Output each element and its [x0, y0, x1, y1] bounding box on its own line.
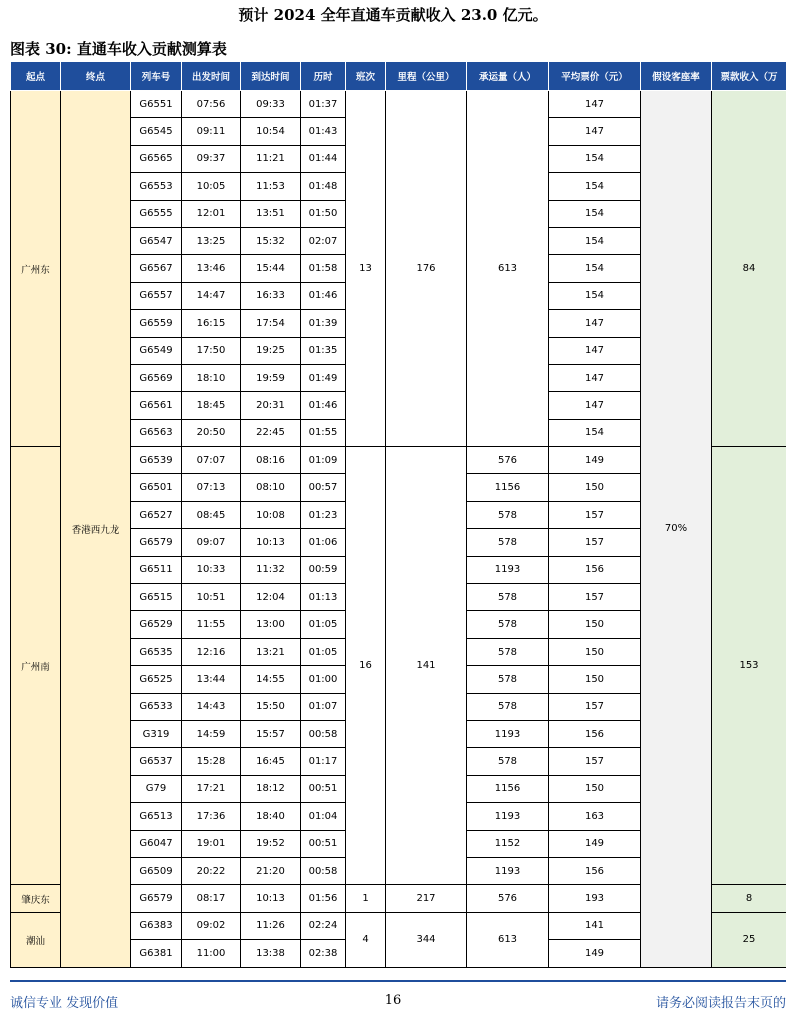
arrival-cell: 10:13 — [241, 885, 301, 912]
duration-cell: 01:05 — [301, 638, 346, 665]
train-number-cell: G6515 — [131, 584, 182, 611]
arrival-cell: 22:45 — [241, 419, 301, 446]
departure-cell: 09:11 — [182, 118, 241, 145]
duration-cell: 00:58 — [301, 857, 346, 884]
departure-cell: 11:00 — [182, 940, 241, 967]
origin-cell: 广州南 — [11, 447, 61, 885]
header-arrival: 到达时间 — [241, 62, 301, 91]
train-number-cell: G6545 — [131, 118, 182, 145]
arrival-cell: 11:53 — [241, 173, 301, 200]
volume-cell: 578 — [467, 693, 549, 720]
train-number-cell: G6557 — [131, 282, 182, 309]
train-number-cell: G6533 — [131, 693, 182, 720]
duration-cell: 02:24 — [301, 912, 346, 939]
distance-cell: 141 — [386, 447, 467, 885]
train-number-cell: G79 — [131, 775, 182, 802]
duration-cell: 01:56 — [301, 885, 346, 912]
duration-cell: 01:23 — [301, 501, 346, 528]
fare-cell: 150 — [549, 775, 641, 802]
departure-cell: 20:22 — [182, 857, 241, 884]
footer-disclaimer: 请务必阅读报告末页的 — [655, 996, 786, 1011]
departure-cell: 08:17 — [182, 885, 241, 912]
departure-cell: 18:10 — [182, 364, 241, 391]
arrival-cell: 11:21 — [241, 145, 301, 172]
fare-cell: 157 — [549, 584, 641, 611]
volume-cell: 1156 — [467, 474, 549, 501]
departure-cell: 09:07 — [182, 529, 241, 556]
arrival-cell: 15:32 — [241, 227, 301, 254]
departure-cell: 15:28 — [182, 748, 241, 775]
duration-cell: 01:49 — [301, 364, 346, 391]
volume-cell: 576 — [467, 447, 549, 474]
train-number-cell: G6511 — [131, 556, 182, 583]
table-body — [11, 91, 786, 968]
revenue-table — [10, 61, 786, 968]
trips-cell: 1 — [346, 885, 386, 912]
duration-cell: 00:57 — [301, 474, 346, 501]
duration-cell: 01:46 — [301, 392, 346, 419]
departure-cell: 19:01 — [182, 830, 241, 857]
arrival-cell: 16:33 — [241, 282, 301, 309]
duration-cell: 01:06 — [301, 529, 346, 556]
arrival-cell: 21:20 — [241, 857, 301, 884]
fare-cell: 150 — [549, 611, 641, 638]
fare-cell: 147 — [549, 91, 641, 118]
fare-cell: 149 — [549, 830, 641, 857]
duration-cell: 00:58 — [301, 720, 346, 747]
arrival-cell: 19:59 — [241, 364, 301, 391]
train-number-cell: G6549 — [131, 337, 182, 364]
fare-cell: 141 — [549, 912, 641, 939]
duration-cell: 02:38 — [301, 940, 346, 967]
departure-cell: 18:45 — [182, 392, 241, 419]
train-number-cell: G6547 — [131, 227, 182, 254]
departure-cell: 17:50 — [182, 337, 241, 364]
fare-cell: 156 — [549, 857, 641, 884]
fare-cell: 150 — [549, 666, 641, 693]
duration-cell: 01:55 — [301, 419, 346, 446]
departure-cell: 11:55 — [182, 611, 241, 638]
fare-cell: 150 — [549, 638, 641, 665]
train-number-cell: G6537 — [131, 748, 182, 775]
arrival-cell: 13:21 — [241, 638, 301, 665]
header-trips: 班次 — [346, 62, 386, 91]
footer-divider — [10, 980, 786, 982]
volume-cell: 1152 — [467, 830, 549, 857]
departure-cell: 13:44 — [182, 666, 241, 693]
fare-cell: 154 — [549, 173, 641, 200]
fare-cell: 150 — [549, 474, 641, 501]
distance-cell: 176 — [386, 91, 467, 447]
arrival-cell: 10:08 — [241, 501, 301, 528]
train-number-cell: G6561 — [131, 392, 182, 419]
header-distance: 里程（公里） — [386, 62, 467, 91]
train-number-cell: G6569 — [131, 364, 182, 391]
volume-cell: 578 — [467, 611, 549, 638]
fare-cell: 147 — [549, 364, 641, 391]
volume-cell: 613 — [467, 91, 549, 447]
arrival-cell: 08:16 — [241, 447, 301, 474]
arrival-cell: 18:12 — [241, 775, 301, 802]
fare-cell: 156 — [549, 720, 641, 747]
duration-cell: 01:04 — [301, 803, 346, 830]
departure-cell: 13:25 — [182, 227, 241, 254]
departure-cell: 07:56 — [182, 91, 241, 118]
fare-cell: 163 — [549, 803, 641, 830]
arrival-cell: 19:52 — [241, 830, 301, 857]
fare-cell: 157 — [549, 748, 641, 775]
train-number-cell: G6383 — [131, 912, 182, 939]
volume-cell: 1193 — [467, 556, 549, 583]
fare-cell: 154 — [549, 200, 641, 227]
origin-cell: 广州东 — [11, 91, 61, 447]
volume-cell: 578 — [467, 748, 549, 775]
train-number-cell: G6509 — [131, 857, 182, 884]
volume-cell: 578 — [467, 501, 549, 528]
fare-cell: 154 — [549, 419, 641, 446]
train-number-cell: G6539 — [131, 447, 182, 474]
train-number-cell: G6501 — [131, 474, 182, 501]
departure-cell: 20:50 — [182, 419, 241, 446]
fare-cell: 147 — [549, 337, 641, 364]
table-row — [11, 91, 786, 118]
arrival-cell: 10:13 — [241, 529, 301, 556]
arrival-cell: 20:31 — [241, 392, 301, 419]
departure-cell: 14:47 — [182, 282, 241, 309]
duration-cell: 02:07 — [301, 227, 346, 254]
arrival-cell: 13:00 — [241, 611, 301, 638]
duration-cell: 01:05 — [301, 611, 346, 638]
header-volume: 承运量（人） — [467, 62, 549, 91]
revenue-cell: 8 — [712, 885, 786, 912]
fare-cell: 147 — [549, 392, 641, 419]
volume-cell: 1193 — [467, 803, 549, 830]
volume-cell: 576 — [467, 885, 549, 912]
header-destination: 终点 — [61, 62, 131, 91]
table-header-row — [11, 62, 786, 91]
departure-cell: 07:07 — [182, 447, 241, 474]
distance-cell: 217 — [386, 885, 467, 912]
departure-cell: 10:51 — [182, 584, 241, 611]
departure-cell: 12:01 — [182, 200, 241, 227]
departure-cell: 13:46 — [182, 255, 241, 282]
header-departure: 出发时间 — [182, 62, 241, 91]
arrival-cell: 15:44 — [241, 255, 301, 282]
train-number-cell: G6563 — [131, 419, 182, 446]
fare-cell: 154 — [549, 255, 641, 282]
departure-cell: 08:45 — [182, 501, 241, 528]
arrival-cell: 12:04 — [241, 584, 301, 611]
departure-cell: 14:43 — [182, 693, 241, 720]
intro-text: 预计 2024 全年直通车贡献收入 23.0 亿元。 — [238, 6, 548, 24]
train-number-cell: G6529 — [131, 611, 182, 638]
arrival-cell: 16:45 — [241, 748, 301, 775]
header-revenue: 票款收入（万 — [712, 62, 786, 91]
departure-cell: 12:16 — [182, 638, 241, 665]
distance-cell: 344 — [386, 912, 467, 967]
header-train: 列车号 — [131, 62, 182, 91]
duration-cell: 01:46 — [301, 282, 346, 309]
arrival-cell: 13:51 — [241, 200, 301, 227]
train-number-cell: G6579 — [131, 529, 182, 556]
departure-cell: 14:59 — [182, 720, 241, 747]
train-number-cell: G6579 — [131, 885, 182, 912]
arrival-cell: 19:25 — [241, 337, 301, 364]
arrival-cell: 11:32 — [241, 556, 301, 583]
departure-cell: 16:15 — [182, 310, 241, 337]
header-fare: 平均票价（元） — [549, 62, 641, 91]
duration-cell: 01:35 — [301, 337, 346, 364]
departure-cell: 10:33 — [182, 556, 241, 583]
train-number-cell: G319 — [131, 720, 182, 747]
volume-cell: 1156 — [467, 775, 549, 802]
fare-cell: 154 — [549, 227, 641, 254]
duration-cell: 01:00 — [301, 666, 346, 693]
train-number-cell: G6553 — [131, 173, 182, 200]
footer-slogan: 诚信专业 发现价值 — [10, 996, 119, 1011]
train-number-cell: G6559 — [131, 310, 182, 337]
departure-cell: 10:05 — [182, 173, 241, 200]
train-number-cell: G6555 — [131, 200, 182, 227]
arrival-cell: 11:26 — [241, 912, 301, 939]
duration-cell: 01:13 — [301, 584, 346, 611]
duration-cell: 01:17 — [301, 748, 346, 775]
trips-cell: 4 — [346, 912, 386, 967]
revenue-cell: 25 — [712, 912, 786, 967]
arrival-cell: 18:40 — [241, 803, 301, 830]
fare-cell: 156 — [549, 556, 641, 583]
trips-cell: 16 — [346, 447, 386, 885]
destination-cell: 香港西九龙 — [61, 91, 131, 968]
volume-cell: 578 — [467, 638, 549, 665]
fare-cell: 193 — [549, 885, 641, 912]
fare-cell: 147 — [549, 118, 641, 145]
fare-cell: 149 — [549, 940, 641, 967]
figure-title: 图表 30: 直通车收入贡献测算表 — [10, 40, 227, 58]
fare-cell: 154 — [549, 282, 641, 309]
train-number-cell: G6565 — [131, 145, 182, 172]
departure-cell: 09:37 — [182, 145, 241, 172]
arrival-cell: 14:55 — [241, 666, 301, 693]
fare-cell: 157 — [549, 693, 641, 720]
duration-cell: 01:43 — [301, 118, 346, 145]
revenue-cell: 153 — [712, 447, 786, 885]
duration-cell: 01:07 — [301, 693, 346, 720]
volume-cell: 578 — [467, 584, 549, 611]
duration-cell: 00:59 — [301, 556, 346, 583]
departure-cell: 17:21 — [182, 775, 241, 802]
arrival-cell: 13:38 — [241, 940, 301, 967]
duration-cell: 01:48 — [301, 173, 346, 200]
duration-cell: 01:58 — [301, 255, 346, 282]
arrival-cell: 15:57 — [241, 720, 301, 747]
arrival-cell: 17:54 — [241, 310, 301, 337]
train-number-cell: G6513 — [131, 803, 182, 830]
fare-cell: 149 — [549, 447, 641, 474]
page-number: 16 — [384, 993, 402, 1008]
train-number-cell: G6551 — [131, 91, 182, 118]
duration-cell: 00:51 — [301, 775, 346, 802]
departure-cell: 17:36 — [182, 803, 241, 830]
departure-cell: 07:13 — [182, 474, 241, 501]
header-origin: 起点 — [11, 62, 61, 91]
fare-cell: 147 — [549, 310, 641, 337]
train-number-cell: G6047 — [131, 830, 182, 857]
train-number-cell: G6567 — [131, 255, 182, 282]
train-number-cell: G6525 — [131, 666, 182, 693]
duration-cell: 01:09 — [301, 447, 346, 474]
train-number-cell: G6527 — [131, 501, 182, 528]
volume-cell: 578 — [467, 529, 549, 556]
revenue-cell: 84 — [712, 91, 786, 447]
volume-cell: 613 — [467, 912, 549, 967]
duration-cell: 01:37 — [301, 91, 346, 118]
duration-cell: 01:39 — [301, 310, 346, 337]
departure-cell: 09:02 — [182, 912, 241, 939]
fare-cell: 157 — [549, 529, 641, 556]
arrival-cell: 08:10 — [241, 474, 301, 501]
arrival-cell: 09:33 — [241, 91, 301, 118]
volume-cell: 1193 — [467, 857, 549, 884]
train-number-cell: G6535 — [131, 638, 182, 665]
origin-cell: 潮汕 — [11, 912, 61, 967]
occupancy-cell: 70% — [641, 91, 712, 968]
duration-cell: 00:51 — [301, 830, 346, 857]
origin-cell: 肇庆东 — [11, 885, 61, 912]
duration-cell: 01:50 — [301, 200, 346, 227]
arrival-cell: 15:50 — [241, 693, 301, 720]
volume-cell: 1193 — [467, 720, 549, 747]
train-number-cell: G6381 — [131, 940, 182, 967]
fare-cell: 157 — [549, 501, 641, 528]
header-occupancy: 假设客座率 — [641, 62, 712, 91]
fare-cell: 154 — [549, 145, 641, 172]
header-duration: 历时 — [301, 62, 346, 91]
volume-cell: 578 — [467, 666, 549, 693]
arrival-cell: 10:54 — [241, 118, 301, 145]
duration-cell: 01:44 — [301, 145, 346, 172]
trips-cell: 13 — [346, 91, 386, 447]
